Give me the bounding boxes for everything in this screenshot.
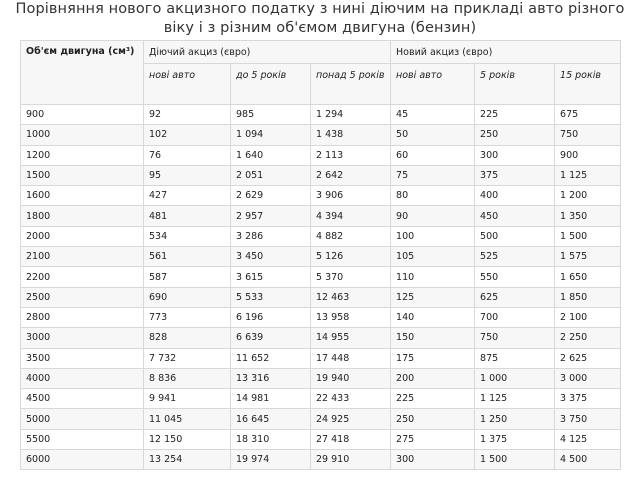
- excise-value-cell: 3 450: [231, 247, 311, 267]
- excise-value-cell: 9 941: [144, 389, 231, 409]
- excise-value-cell: 250: [391, 409, 475, 429]
- excise-value-cell: 5 126: [311, 247, 391, 267]
- excise-value-cell: 11 652: [231, 348, 311, 368]
- excise-value-cell: 125: [391, 287, 475, 307]
- excise-value-cell: 19 974: [231, 450, 311, 470]
- excise-value-cell: 875: [475, 348, 555, 368]
- engine-volume-cell: 2100: [21, 247, 144, 267]
- excise-value-cell: 3 906: [311, 186, 391, 206]
- current-up-to-5-years-header: до 5 років: [231, 64, 311, 105]
- excise-value-cell: 1 438: [311, 125, 391, 145]
- excise-value-cell: 92: [144, 105, 231, 125]
- excise-value-cell: 3 375: [555, 389, 621, 409]
- excise-value-cell: 12 463: [311, 287, 391, 307]
- table-row: [21, 186, 621, 206]
- engine-volume-cell: 1500: [21, 165, 144, 185]
- excise-value-cell: 481: [144, 206, 231, 226]
- excise-value-cell: 4 394: [311, 206, 391, 226]
- excise-value-cell: 5 533: [231, 287, 311, 307]
- excise-value-cell: 2 642: [311, 165, 391, 185]
- excise-value-cell: 16 645: [231, 409, 311, 429]
- excise-value-cell: 250: [475, 125, 555, 145]
- table-row: [21, 125, 621, 145]
- excise-value-cell: 6 639: [231, 328, 311, 348]
- engine-volume-cell: 4500: [21, 389, 144, 409]
- engine-volume-header: Об'єм двигуна (см³): [21, 41, 144, 105]
- excise-value-cell: 2 051: [231, 165, 311, 185]
- engine-volume-cell: 1000: [21, 125, 144, 145]
- excise-value-cell: 275: [391, 429, 475, 449]
- excise-value-cell: 1 094: [231, 125, 311, 145]
- table-row: [21, 348, 621, 368]
- excise-value-cell: 1 500: [555, 226, 621, 246]
- table-row: [21, 429, 621, 449]
- table-row: [21, 450, 621, 470]
- excise-value-cell: 29 910: [311, 450, 391, 470]
- excise-value-cell: 8 836: [144, 368, 231, 388]
- excise-value-cell: 625: [475, 287, 555, 307]
- table-body: [21, 105, 621, 470]
- excise-value-cell: 5 370: [311, 267, 391, 287]
- excise-value-cell: 24 925: [311, 409, 391, 429]
- excise-value-cell: 525: [475, 247, 555, 267]
- table-row: [21, 165, 621, 185]
- engine-volume-cell: 2000: [21, 226, 144, 246]
- table-row: [21, 287, 621, 307]
- excise-value-cell: 13 316: [231, 368, 311, 388]
- excise-value-cell: 45: [391, 105, 475, 125]
- engine-volume-cell: 2200: [21, 267, 144, 287]
- excise-value-cell: 140: [391, 307, 475, 327]
- excise-value-cell: 773: [144, 307, 231, 327]
- excise-comparison-table: [20, 40, 621, 470]
- excise-value-cell: 750: [555, 125, 621, 145]
- excise-value-cell: 14 955: [311, 328, 391, 348]
- excise-value-cell: 985: [231, 105, 311, 125]
- table-row: [21, 267, 621, 287]
- excise-value-cell: 13 958: [311, 307, 391, 327]
- new-new-cars-header: нові авто: [391, 64, 475, 105]
- excise-value-cell: 1 350: [555, 206, 621, 226]
- excise-value-cell: 4 500: [555, 450, 621, 470]
- excise-value-cell: 2 250: [555, 328, 621, 348]
- excise-value-cell: 1 850: [555, 287, 621, 307]
- current-over-5-years-header: понад 5 років: [311, 64, 391, 105]
- excise-value-cell: 4 125: [555, 429, 621, 449]
- table-row: [21, 145, 621, 165]
- excise-value-cell: 225: [475, 105, 555, 125]
- table-row: [21, 368, 621, 388]
- engine-volume-cell: 1600: [21, 186, 144, 206]
- excise-value-cell: 7 732: [144, 348, 231, 368]
- excise-value-cell: 3 000: [555, 368, 621, 388]
- excise-value-cell: 1 640: [231, 145, 311, 165]
- excise-value-cell: 17 448: [311, 348, 391, 368]
- excise-value-cell: 587: [144, 267, 231, 287]
- new-excise-header: Новий акциз (євро): [391, 41, 621, 64]
- excise-value-cell: 105: [391, 247, 475, 267]
- excise-value-cell: 13 254: [144, 450, 231, 470]
- excise-value-cell: 1 200: [555, 186, 621, 206]
- table-row: [21, 105, 621, 125]
- excise-value-cell: 1 125: [475, 389, 555, 409]
- excise-value-cell: 3 615: [231, 267, 311, 287]
- excise-value-cell: 2 957: [231, 206, 311, 226]
- excise-value-cell: 561: [144, 247, 231, 267]
- excise-value-cell: 6 196: [231, 307, 311, 327]
- engine-volume-cell: 2500: [21, 287, 144, 307]
- excise-value-cell: 11 045: [144, 409, 231, 429]
- excise-value-cell: 690: [144, 287, 231, 307]
- engine-volume-cell: 1800: [21, 206, 144, 226]
- excise-value-cell: 1 250: [475, 409, 555, 429]
- excise-value-cell: 18 310: [231, 429, 311, 449]
- engine-volume-cell: 4000: [21, 368, 144, 388]
- excise-value-cell: 110: [391, 267, 475, 287]
- excise-value-cell: 22 433: [311, 389, 391, 409]
- table-row: [21, 226, 621, 246]
- excise-value-cell: 2 113: [311, 145, 391, 165]
- engine-volume-cell: 900: [21, 105, 144, 125]
- excise-value-cell: 1 125: [555, 165, 621, 185]
- excise-value-cell: 750: [475, 328, 555, 348]
- excise-value-cell: 12 150: [144, 429, 231, 449]
- table-row: [21, 328, 621, 348]
- excise-value-cell: 300: [391, 450, 475, 470]
- excise-value-cell: 675: [555, 105, 621, 125]
- excise-value-cell: 76: [144, 145, 231, 165]
- excise-value-cell: 828: [144, 328, 231, 348]
- table-row: [21, 307, 621, 327]
- excise-value-cell: 200: [391, 368, 475, 388]
- excise-value-cell: 1 500: [475, 450, 555, 470]
- excise-value-cell: 95: [144, 165, 231, 185]
- table-row: [21, 206, 621, 226]
- engine-volume-cell: 5000: [21, 409, 144, 429]
- excise-value-cell: 450: [475, 206, 555, 226]
- excise-value-cell: 1 294: [311, 105, 391, 125]
- excise-value-cell: 102: [144, 125, 231, 145]
- excise-value-cell: 3 286: [231, 226, 311, 246]
- excise-value-cell: 2 100: [555, 307, 621, 327]
- table-row: [21, 389, 621, 409]
- excise-value-cell: 75: [391, 165, 475, 185]
- current-excise-header: Діючий акциз (євро): [144, 41, 391, 64]
- excise-value-cell: 900: [555, 145, 621, 165]
- excise-value-cell: 550: [475, 267, 555, 287]
- excise-value-cell: 50: [391, 125, 475, 145]
- engine-volume-cell: 2800: [21, 307, 144, 327]
- excise-value-cell: 1 650: [555, 267, 621, 287]
- new-5-years-header: 5 років: [475, 64, 555, 105]
- current-new-cars-header: нові авто: [144, 64, 231, 105]
- excise-value-cell: 150: [391, 328, 475, 348]
- engine-volume-cell: 5500: [21, 429, 144, 449]
- excise-value-cell: 1 000: [475, 368, 555, 388]
- new-15-years-header: 15 років: [555, 64, 621, 105]
- excise-value-cell: 80: [391, 186, 475, 206]
- page-title: Порівняння нового акцизного податку з нині діючим на прикладі авто різного віку і з різним об'ємом двигуна (бензин): [15, 1, 625, 36]
- engine-volume-cell: 1200: [21, 145, 144, 165]
- excise-value-cell: 2 629: [231, 186, 311, 206]
- excise-value-cell: 27 418: [311, 429, 391, 449]
- excise-value-cell: 4 882: [311, 226, 391, 246]
- table-row: [21, 409, 621, 429]
- engine-volume-cell: 3500: [21, 348, 144, 368]
- engine-volume-cell: 3000: [21, 328, 144, 348]
- excise-value-cell: 175: [391, 348, 475, 368]
- excise-value-cell: 100: [391, 226, 475, 246]
- excise-value-cell: 300: [475, 145, 555, 165]
- excise-value-cell: 400: [475, 186, 555, 206]
- excise-value-cell: 3 750: [555, 409, 621, 429]
- excise-value-cell: 534: [144, 226, 231, 246]
- excise-value-cell: 427: [144, 186, 231, 206]
- excise-value-cell: 375: [475, 165, 555, 185]
- excise-value-cell: 90: [391, 206, 475, 226]
- excise-value-cell: 500: [475, 226, 555, 246]
- excise-value-cell: 225: [391, 389, 475, 409]
- excise-value-cell: 2 625: [555, 348, 621, 368]
- excise-value-cell: 60: [391, 145, 475, 165]
- excise-value-cell: 14 981: [231, 389, 311, 409]
- engine-volume-cell: 6000: [21, 450, 144, 470]
- excise-value-cell: 700: [475, 307, 555, 327]
- excise-value-cell: 1 375: [475, 429, 555, 449]
- excise-value-cell: 19 940: [311, 368, 391, 388]
- excise-value-cell: 1 575: [555, 247, 621, 267]
- table-row: [21, 247, 621, 267]
